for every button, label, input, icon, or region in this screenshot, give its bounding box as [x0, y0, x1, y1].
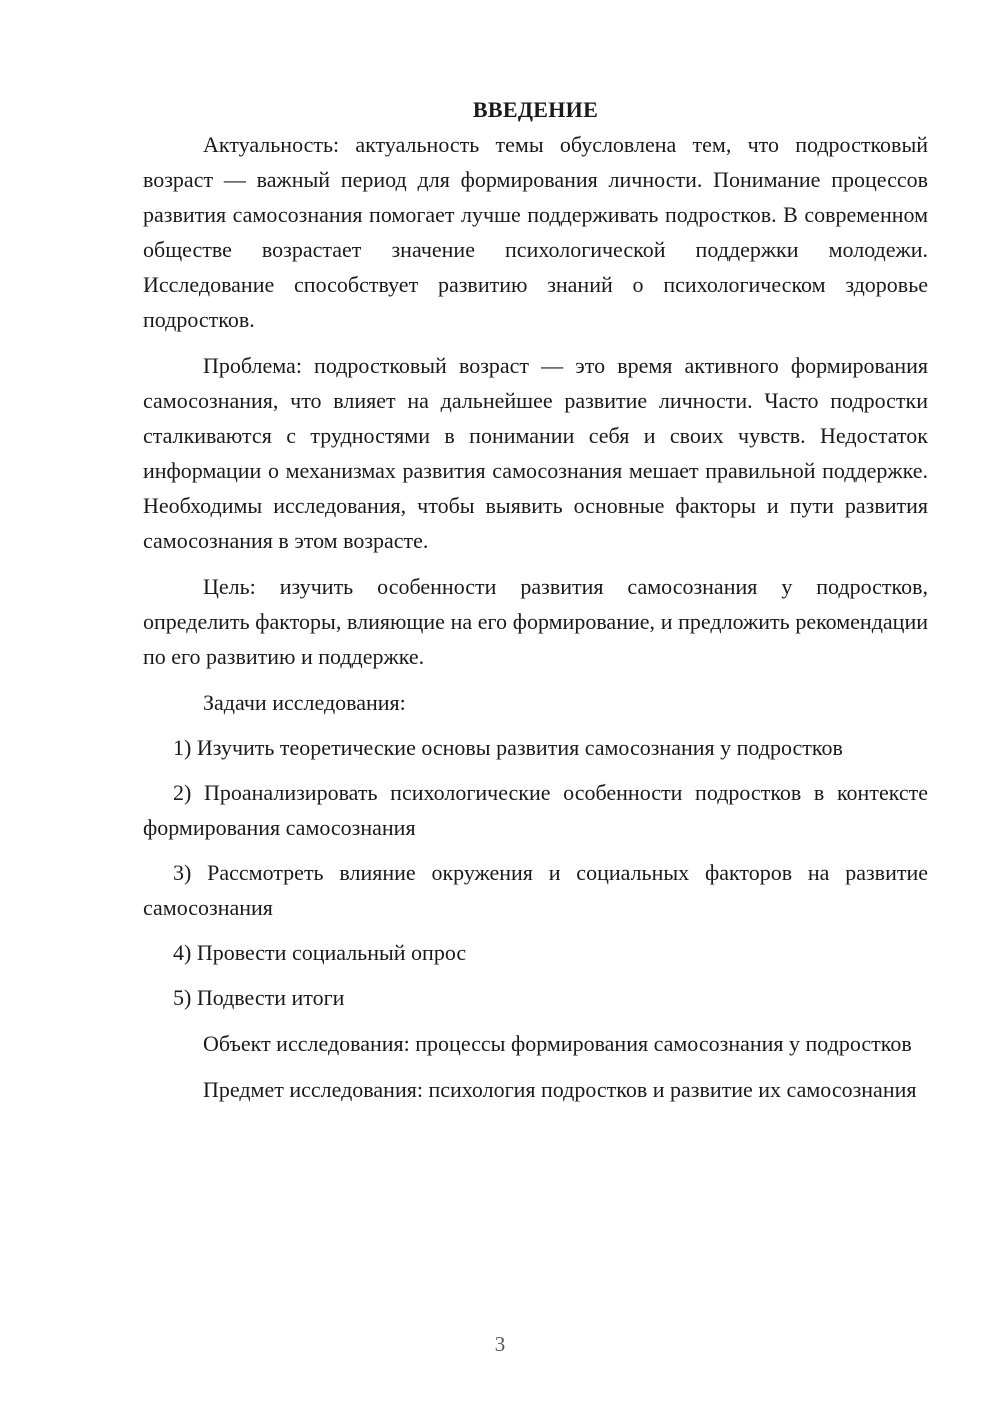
tasks-title: Задачи исследования:	[203, 690, 406, 715]
task-item-5: 5) Подвести итоги	[173, 985, 345, 1010]
task-item-1: 1) Изучить теоретические основы развития самосознания у подростков	[173, 735, 843, 760]
problem-paragraph: Проблема: подростковый возраст — это время активного формирования самосознания, что влияет на дальнейшее развитие личности. Часто подростки сталкиваются с трудностями в понимании себя и своих чувств. Недостаток информации о механизмах развития самосознания мешает правильной поддержке. Необходимы исследования, чтобы выявить основные факторы и пути развития самосознания в этом возрасте.	[143, 353, 928, 553]
task-item-2: 2) Проанализировать психологические особенности подростков в контексте формирования самосознания	[143, 780, 928, 840]
task-item-4: 4) Провести социальный опрос	[173, 940, 467, 965]
page-number: 3	[494, 1332, 506, 1356]
task-item-3: 3) Рассмотреть влияние окружения и социальных факторов на развитие самосознания	[143, 860, 928, 920]
goal-paragraph: Цель: изучить особенности развития самосознания у подростков, определить факторы, влияющие на его формирование, и предложить рекомендации по его развитию и поддержке.	[143, 574, 928, 669]
section-heading: ВВЕДЕНИЕ	[472, 97, 599, 122]
relevance-paragraph: Актуальность: актуальность темы обусловлена тем, что подростковый возраст — важный период для формирования личности. Понимание процессов развития самосознания помогает лучше поддерживать подростков. В современном обществе возрастает значение психологической поддержки молодежи. Исследование способствует развитию знаний о психологическом здоровье подростков.	[143, 132, 928, 332]
research-object-paragraph: Объект исследования: процессы формирования самосознания у подростков	[203, 1031, 912, 1056]
research-subject-paragraph: Предмет исследования: психология подростков и развитие их самосознания	[203, 1077, 917, 1102]
document-page	[143, 92, 928, 1107]
